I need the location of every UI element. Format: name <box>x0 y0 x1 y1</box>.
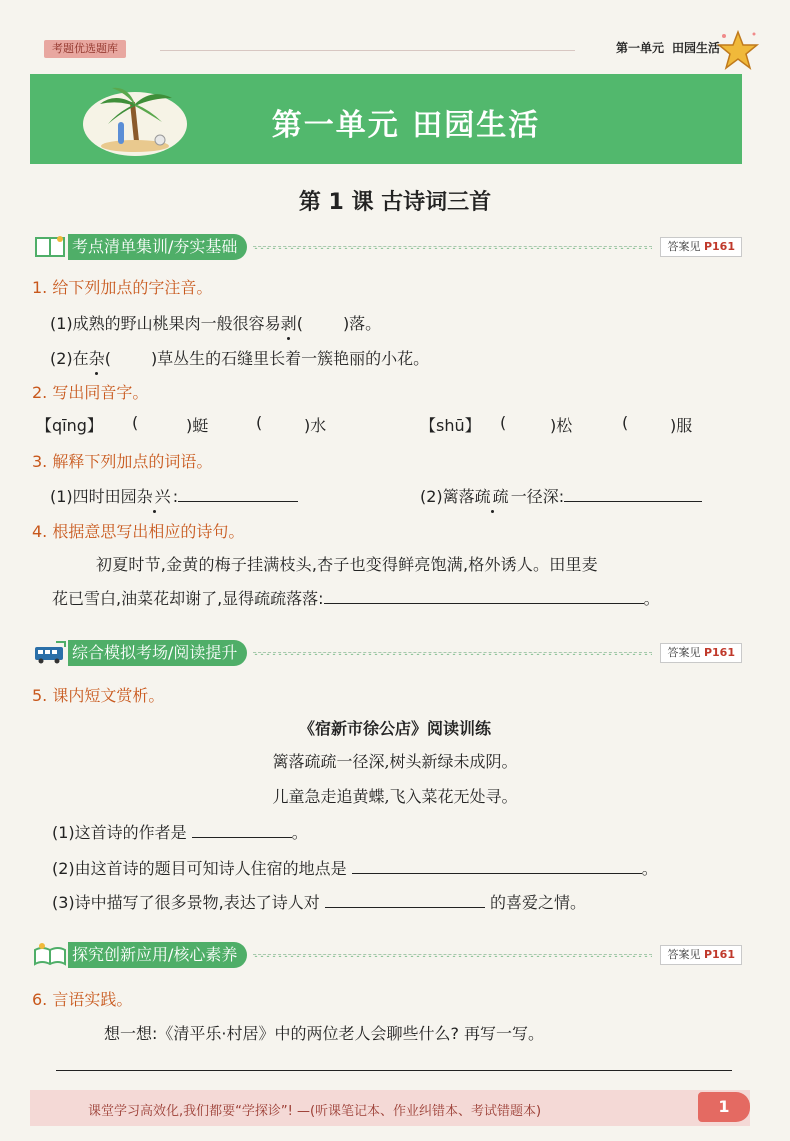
q5-item2-period: 。 <box>641 859 658 878</box>
poem-title: 《宿新市徐公店》阅读训练 <box>298 719 491 738</box>
book-icon <box>32 234 68 260</box>
section-reading <box>32 640 742 666</box>
q5-item3-blank[interactable] <box>325 907 485 908</box>
header-unit-number: 第一单元 <box>615 41 664 55</box>
q2-open-3: ( <box>500 413 507 432</box>
question-1-item-1 <box>50 311 381 334</box>
q2-word-1: )蜓 <box>186 416 209 435</box>
q4-paragraph-line-2 <box>52 586 660 609</box>
q4-paragraph-text: 花已雪白,油菜花却谢了,显得疏疏落落: <box>52 589 324 608</box>
q2-word-2: )水 <box>304 416 327 435</box>
section-basics <box>32 234 742 260</box>
q3-item2-text: (2)篱落 <box>420 487 475 506</box>
header-rule <box>160 50 575 51</box>
q2-word-3: )松 <box>550 416 573 435</box>
question-4-heading: 4. 根据意思写出相应的诗句。 <box>32 522 245 541</box>
q4-answer-blank[interactable] <box>324 603 644 604</box>
q5-item-2 <box>52 856 658 879</box>
q3-item2-blank[interactable] <box>564 501 702 502</box>
section-innovation-label: 探究创新应用/核心素养 <box>68 942 247 968</box>
answer-ref-page: P161 <box>703 646 735 659</box>
q5-item3-end: 的喜爱之情。 <box>489 893 586 912</box>
section-basics-label: 考点清单集训/夯实基础 <box>68 234 247 260</box>
bus-icon <box>32 640 68 666</box>
answer-ref <box>660 643 742 663</box>
q1-item2-end: )草丛生的石缝里长着一簇艳丽的小花。 <box>150 349 430 368</box>
q3-item1-text: (1)四时田园 <box>50 487 137 506</box>
star-icon <box>716 28 760 72</box>
q1-item1-end: )落。 <box>342 314 382 333</box>
q5-item2-blank[interactable] <box>352 873 642 874</box>
question-1-heading: 1. 给下列加点的字注音。 <box>32 278 213 297</box>
q2-open-1: ( <box>132 413 139 432</box>
question-3-heading: 3. 解释下列加点的词语。 <box>32 452 213 471</box>
answer-ref <box>660 237 742 257</box>
q4-period: 。 <box>643 589 660 608</box>
question-1-item-2 <box>50 346 429 369</box>
q3-item1-blank[interactable] <box>178 501 298 502</box>
section-divider <box>253 652 652 655</box>
q1-item2-open: ( <box>104 349 111 368</box>
answer-ref-text: 答案见 <box>667 948 701 961</box>
q5-item3-text: (3)诗中描写了很多景物,表达了诗人对 <box>52 893 320 912</box>
open-book-icon <box>32 942 68 968</box>
q1-item1-text: (1)成熟的野山桃果肉一般很容易 <box>50 314 281 333</box>
q1-item2-text: (2)在 <box>50 349 89 368</box>
header-unit <box>616 39 720 56</box>
section-divider <box>253 954 652 957</box>
q3-item2-text-end: 一径深: <box>510 487 565 506</box>
lesson-title: 第 1 课 古诗词三首 <box>298 190 492 215</box>
section-reading-label: 综合模拟考场/阅读提升 <box>68 640 247 666</box>
q5-item1-blank[interactable] <box>192 837 292 838</box>
q2-word-4: )服 <box>670 416 693 435</box>
section-divider <box>253 246 652 249</box>
q3-item1-dotted-word: 杂兴 <box>137 484 173 507</box>
page-footer <box>30 1090 750 1126</box>
q2-open-2: ( <box>256 413 263 432</box>
series-tag: 考题优选题库 <box>44 40 126 58</box>
header-unit-name: 田园生活 <box>671 41 720 55</box>
q3-item1-colon: : <box>172 487 179 506</box>
q2-group-2-pinyin: 【shū】 <box>420 416 481 435</box>
q5-item-1 <box>52 820 308 843</box>
q2-group-1-pinyin: 【qīng】 <box>36 416 103 435</box>
q5-item1-text: (1)这首诗的作者是 <box>52 823 187 842</box>
footer-slogan: 课堂学习高效化,我们都要“学探诊”! —(听课笔记本、作业纠错本、考试错题本) <box>88 1104 542 1119</box>
q5-item2-text: (2)由这首诗的题目可知诗人住宿的地点是 <box>52 859 347 878</box>
section-innovation <box>32 942 742 968</box>
q4-paragraph-line-1: 初夏时节,金黄的梅子挂满枝头,杏子也变得鲜亮饱满,格外诱人。田里麦 <box>96 555 598 574</box>
q5-item-3 <box>52 890 586 913</box>
page-header <box>30 38 760 60</box>
answer-ref-text: 答案见 <box>667 646 701 659</box>
q1-item1-open: ( <box>296 314 303 333</box>
q1-item2-dotted-char: 杂 <box>89 346 105 369</box>
answer-ref <box>660 945 742 965</box>
q1-item1-dotted-char: 剥 <box>281 311 297 334</box>
question-3-item-1 <box>50 484 298 507</box>
poem-line-1: 篱落疏疏一径深,树头新绿未成阴。 <box>272 752 518 771</box>
question-5-heading: 5. 课内短文赏析。 <box>32 686 165 705</box>
question-6-heading: 6. 言语实践。 <box>32 990 133 1009</box>
q6-prompt: 想一想:《清平乐·村居》中的两位老人会聊些什么? 再写一写。 <box>104 1024 545 1043</box>
answer-ref-page: P161 <box>703 948 735 961</box>
answer-ref-page: P161 <box>703 240 735 253</box>
q5-item1-period: 。 <box>291 823 308 842</box>
q6-answer-line[interactable] <box>56 1070 732 1071</box>
unit-title: 第一单元 田园生活 <box>271 108 541 143</box>
question-3-item-2 <box>420 484 702 507</box>
unit-banner <box>30 74 742 164</box>
q3-item2-dotted-word: 疏疏 <box>475 484 511 507</box>
answer-ref-text: 答案见 <box>667 240 701 253</box>
page-number: 1 <box>698 1092 750 1122</box>
question-2-heading: 2. 写出同音字。 <box>32 383 149 402</box>
poem-line-2: 儿童急走追黄蝶,飞入菜花无处寻。 <box>272 787 518 806</box>
q2-open-4: ( <box>622 413 629 432</box>
